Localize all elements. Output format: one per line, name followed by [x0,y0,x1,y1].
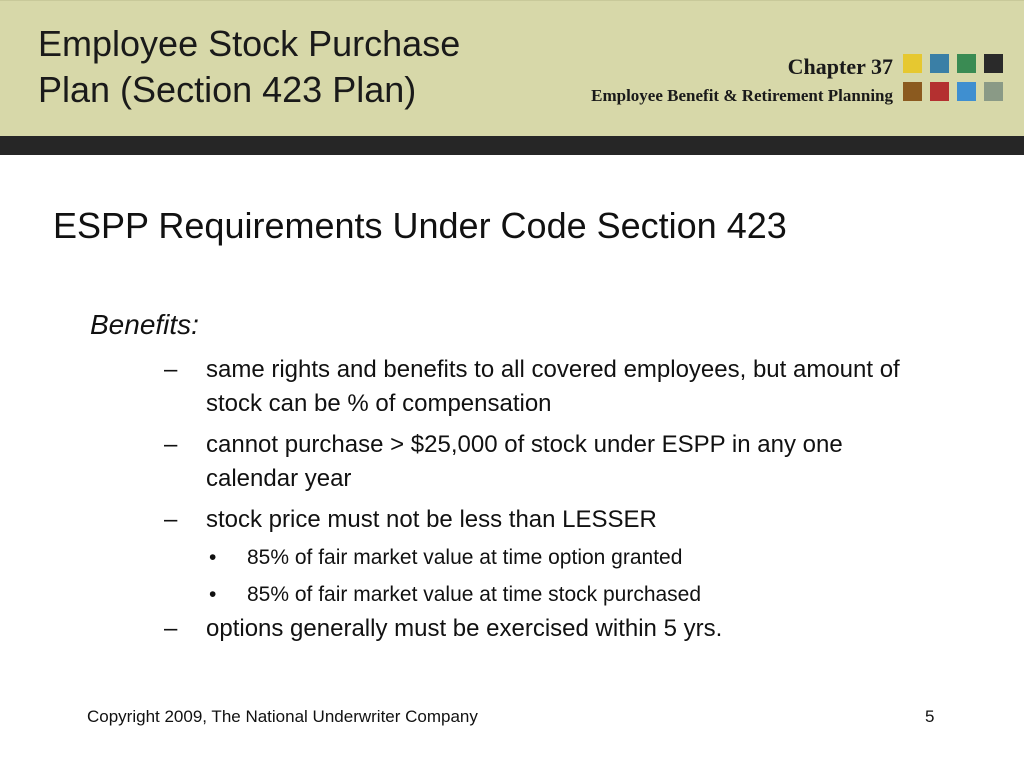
list-item [164,612,924,646]
swatch-black [984,54,1003,73]
page-number: 5 [925,707,935,726]
swatch-brown [903,82,922,101]
list-item [164,353,924,421]
copyright-footer: Copyright 2009, The National Underwriter Company [87,707,478,726]
swatch-gray-green [984,82,1003,101]
list-item-text: options generally must be exercised within 5 yrs. [206,615,723,642]
sub-list-item [209,544,682,572]
section-label: Benefits: [90,309,199,340]
slide-title-line-1: Employee Stock Purchase [38,23,461,64]
dash-marker: – [164,356,178,383]
swatch-blue [957,82,976,101]
swatch-yellow [903,54,922,73]
swatch-teal-blue [930,54,949,73]
sub-list-item-text: 85% of fair market value at time option granted [247,546,683,569]
book-subtitle: Employee Benefit & Retirement Planning [591,86,893,105]
list-item [164,503,924,537]
swatch-red [930,82,949,101]
sub-list-item-text: 85% of fair market value at time stock purchased [247,583,702,606]
bullet-marker: • [209,583,217,606]
slide-header [0,0,1024,137]
header-divider-bar [0,136,1024,155]
dash-marker: – [164,506,178,533]
list-item-text: same rights and benefits to all covered employees, but amount of stock can be % of compensation [206,356,900,417]
dash-marker: – [164,431,178,458]
slide-heading: ESPP Requirements Under Code Section 423 [53,205,787,246]
slide-title-line-2: Plan (Section 423 Plan) [38,69,417,110]
list-item [164,428,924,496]
sub-list-item [209,581,701,609]
chapter-label: Chapter 37 [787,54,893,79]
swatch-green [957,54,976,73]
dash-marker: – [164,615,178,642]
list-item-text: stock price must not be less than LESSER [206,506,657,533]
list-item-text: cannot purchase > $25,000 of stock under ESPP in any one calendar year [206,431,843,492]
bullet-marker: • [209,546,217,569]
